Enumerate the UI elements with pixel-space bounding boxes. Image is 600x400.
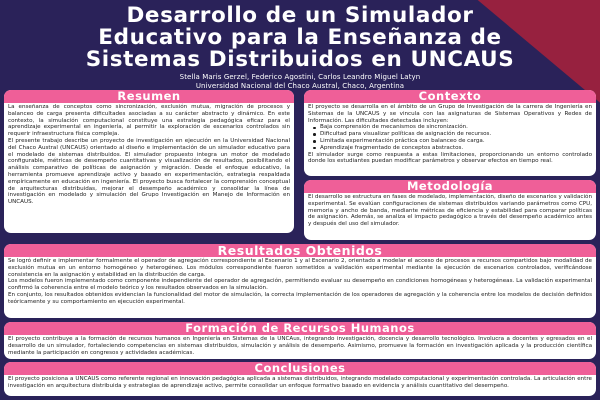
section-body: [4, 103, 294, 208]
section-title: Resumen: [4, 90, 294, 103]
section-title: Formación de Recursos Humanos: [4, 322, 596, 335]
paragraph: El simulador surge como respuesta a estas limitaciones, proporcionando un entorno controlado donde los estudiantes puedan modificar parámetros y observar efectos en tiempo real.: [308, 151, 592, 165]
section-body: [4, 257, 596, 308]
paragraph: El desarrollo se estructura en fases de modelado, implementación, diseño de escenarios y validación experimental. Se evalúan configuraciones de sistemas distribuidos variando parámetros como CPU, memoria y ancho de banda, mediante métricas de eficiencia y estabilidad para comparar políticas de asignación. Además, se analiza el impacto pedagógico a través del desempeño académico antes y después del uso del simulador.: [308, 194, 592, 228]
section-formacion: [4, 322, 596, 359]
poster-affiliation: Universidad Nacional del Chaco Austral, Chaco, Argentina: [195, 82, 405, 90]
paragraph: En conjunto, los resultados obtenidos evidencian la funcionalidad del motor de simulación, la correcta implementación de los operadores de agregación y la coherencia entre los modelos de decisión definidos teóricamente y su comportamiento en ejecución experimental.: [8, 291, 592, 305]
section-conclusiones: [4, 362, 596, 396]
section-body: [304, 193, 596, 230]
paragraph: Se logró definir e implementar formalmente el operador de agregación correspondiente al Escenario 1 y al Escenario 2, orientado a modelar el acceso de procesos a recursos compartidos bajo modalidad de exclusión mutua en un entorno homogéneo y heterogéneo. Los módulos correspondiente fueron sometidos a validación experimental mediante la ejecución de escenarios controlados, verificándose consistencia en la asignación y estabilidad en la distribución de carga.: [8, 258, 592, 278]
paragraph: Los modelos fueron implementado como componente independiente del operador de agregación, permitiendo evaluar su desempeño en condiciones homogéneas y heterogéneas. La validación experimental confirmó la coherencia entre el modelo teórico y los resultados observados en la simulación.: [8, 278, 592, 292]
section-resumen: [4, 90, 294, 233]
poster-authors: Stella Maris Gerzel, Federico Agostini, Carlos Leandro Miguel Latyn: [179, 73, 421, 81]
paragraph: El proyecto posiciona a UNCAUS como referente regional en innovación pedagógica aplicada a sistemas distribuidos, integrando modelado computacional y experimentación controlada. La articulación entre investigación en arquitectura distribuida y estrategias de aprendizaje activo, permite consolidar un enfoque formativo basado en evidencia y análisis cuantitativo del desempeño.: [8, 376, 592, 389]
section-title: Metodología: [304, 180, 596, 193]
paragraph: El proyecto contribuye a la formación de recursos humanos en Ingeniería en Sistemas de la UNCAus, integrando investigación, docencia y desarrollo tecnológico. Involucra a docentes y egresados en el desarrollo de un simulador, fortaleciendo competencias en sistemas distribuidos, simulación y análisis de desempeño. Asimismo, promueve la formación en investigación aplicada y la producción científica mediante la participación en congresos y actividades académicas.: [8, 336, 592, 356]
list-item: Baja comprensión de mecanismos de sincronización.: [320, 124, 592, 131]
paragraph: La enseñanza de conceptos como sincronización, exclusión mutua, migración de procesos y balanceo de carga presenta dificultades asociadas a su carácter abstracto y dinámico. En este contexto, la simulación computacional constituye una estrategia pedagógica eficaz para el aprendizaje experimental en ingeniería, al permitir la exploración de escenarios controlados sin requerir infraestructura física compleja.: [8, 104, 290, 138]
section-title: Conclusiones: [4, 362, 596, 375]
section-body: [4, 375, 596, 392]
list-item: Dificultad para visualizar políticas de asignación de recursos.: [320, 131, 592, 138]
list-item: Limitada experimentación práctica con balanceo de carga.: [320, 138, 592, 145]
title-line-2: Educativo para la Enseñanza de: [98, 25, 502, 50]
title-line-3: Sistemas Distribuidos en UNCAUS: [85, 47, 515, 72]
poster-title: [0, 0, 600, 71]
poster-header: [0, 0, 600, 88]
section-body: [4, 335, 596, 358]
list-item: Aprendizaje fragmentado de conceptos abstractos.: [320, 145, 592, 152]
section-title: Contexto: [304, 90, 596, 103]
section-metodologia: [304, 180, 596, 240]
section-contexto: [304, 90, 596, 176]
paragraph: El presente trabajo describe un proyecto de investigación en ejecución en la Universidad Nacional del Chaco Austral (UNCAUS) orientado al diseño e implementación de un simulador educativo para el modelado de sistemas distribuidos. El simulador propuesto integra un motor de modelado configurable, métricas de desempeño cuantitativas y visualización de resultados, posibilitando el análisis comparativo de políticas de asignación y migración. Desde el enfoque educativo, la herramienta promueve aprendizaje activo y basado en experimentación, estrategia respaldada empíricamente en educación en ingeniería. El proyecto busca fortalecer la comprensión conceptual de arquitecturas distribuidas, mejorar el desempeño académico y consolidar la línea de investigación en modelado y simulación del Grupo Investigación en Manejo de Información en UNCAUS.: [8, 137, 290, 206]
difficulties-list: [320, 124, 592, 151]
section-resultados: [4, 244, 596, 318]
paragraph: El proyecto se desarrolla en el ámbito de un Grupo de Investigación de la carrera de Ingeniería en Sistemas de la UNCAUS y se vincula con las asignaturas de Sistemas Operativos y Redes de Información. Las dificultades detectadas incluyen:: [308, 104, 592, 124]
section-title: Resultados Obtenidos: [4, 244, 596, 257]
section-body: [304, 103, 596, 167]
title-line-1: Desarrollo de un Simulador: [126, 3, 474, 28]
